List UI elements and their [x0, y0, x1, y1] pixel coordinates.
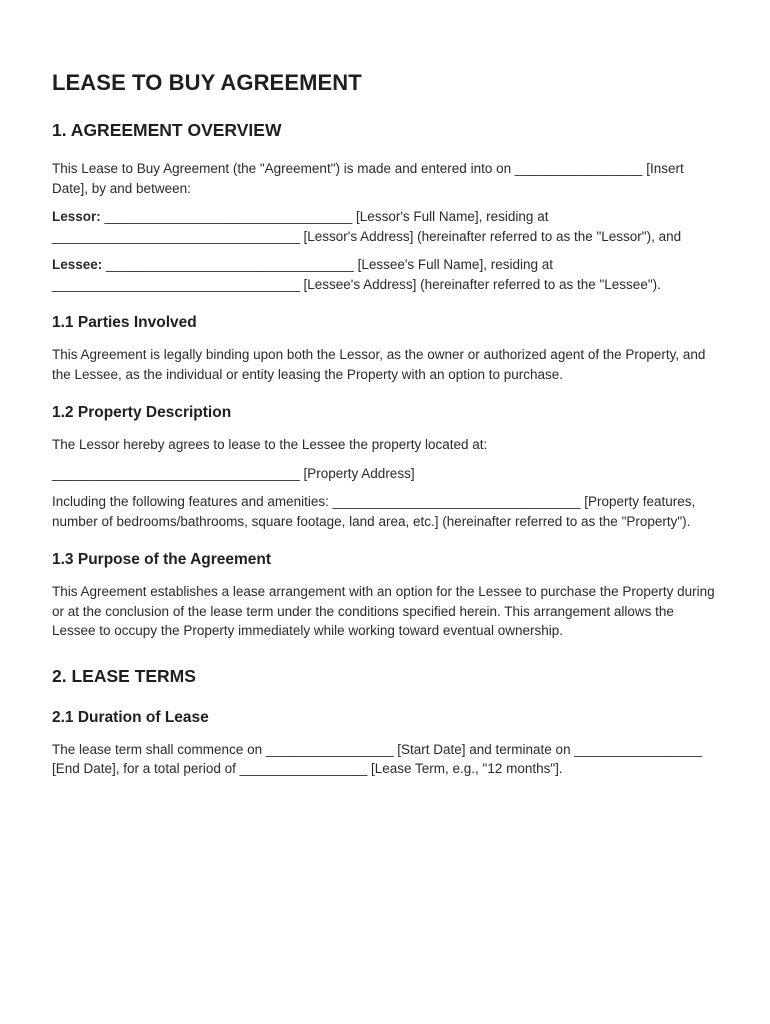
lease-duration-paragraph: The lease term shall commence on _________________ [Start Date] and terminate on _________________ [End Date], for a total period of _________________ [Lease Term, e.g., "12 months"].: [52, 741, 702, 776]
property-address-line: _________________________________ [Property Address]: [52, 465, 415, 481]
purpose-paragraph: This Agreement establishes a lease arrangement with an option for the Lessee to purchase the Property during or at the conclusion of the lease term under the conditions specified herein. This arrangement allows the Lessee to occupy the Property immediately while working toward eventual ownership.: [52, 584, 715, 638]
document-title: LEASE TO BUY AGREEMENT: [52, 70, 362, 95]
property-features-paragraph: Including the following features and amenities: _________________________________ [Property features, number of bedrooms/bathrooms, square footage, land area, etc.] (hereinafter referred to as the "Property").: [52, 494, 696, 529]
agreement-intro-paragraph: This Lease to Buy Agreement (the "Agreement") is made and entered into on _________________ [Insert Date], by and between:: [52, 161, 684, 196]
lessee-label: Lessee:: [52, 257, 103, 272]
property-intro-paragraph: The Lessor hereby agrees to lease to the Lessee the property located at:: [52, 437, 488, 452]
subsection-1-1-heading: 1.1 Parties Involved: [52, 314, 197, 331]
lessee-details: _________________________________ [Lessee's Full Name], residing at _________________________________ [Lessee's Address] (hereinafter referred to as the "Lessee").: [52, 257, 661, 292]
section-2-heading: 2. LEASE TERMS: [52, 665, 196, 686]
lessor-paragraph: [52, 207, 718, 246]
lessor-label: Lessor:: [52, 209, 101, 224]
subsection-2-1-heading: 2.1 Duration of Lease: [52, 708, 209, 726]
section-1-heading: 1. AGREEMENT OVERVIEW: [52, 120, 282, 140]
parties-involved-paragraph: This Agreement is legally binding upon both the Lessor, as the owner or authorized agent of the Property, and the Lessee, as the individual or entity leasing the Property with an option to purchase.: [52, 347, 706, 382]
lessor-details: _________________________________ [Lessor's Full Name], residing at _________________________________ [Lessor's Address] (hereinafter referred to as the "Lessor"), and: [52, 209, 682, 244]
lessee-paragraph: [52, 255, 718, 294]
subsection-1-3-heading: 1.3 Purpose of the Agreement: [52, 551, 272, 568]
subsection-1-2-heading: 1.2 Property Description: [52, 404, 232, 421]
